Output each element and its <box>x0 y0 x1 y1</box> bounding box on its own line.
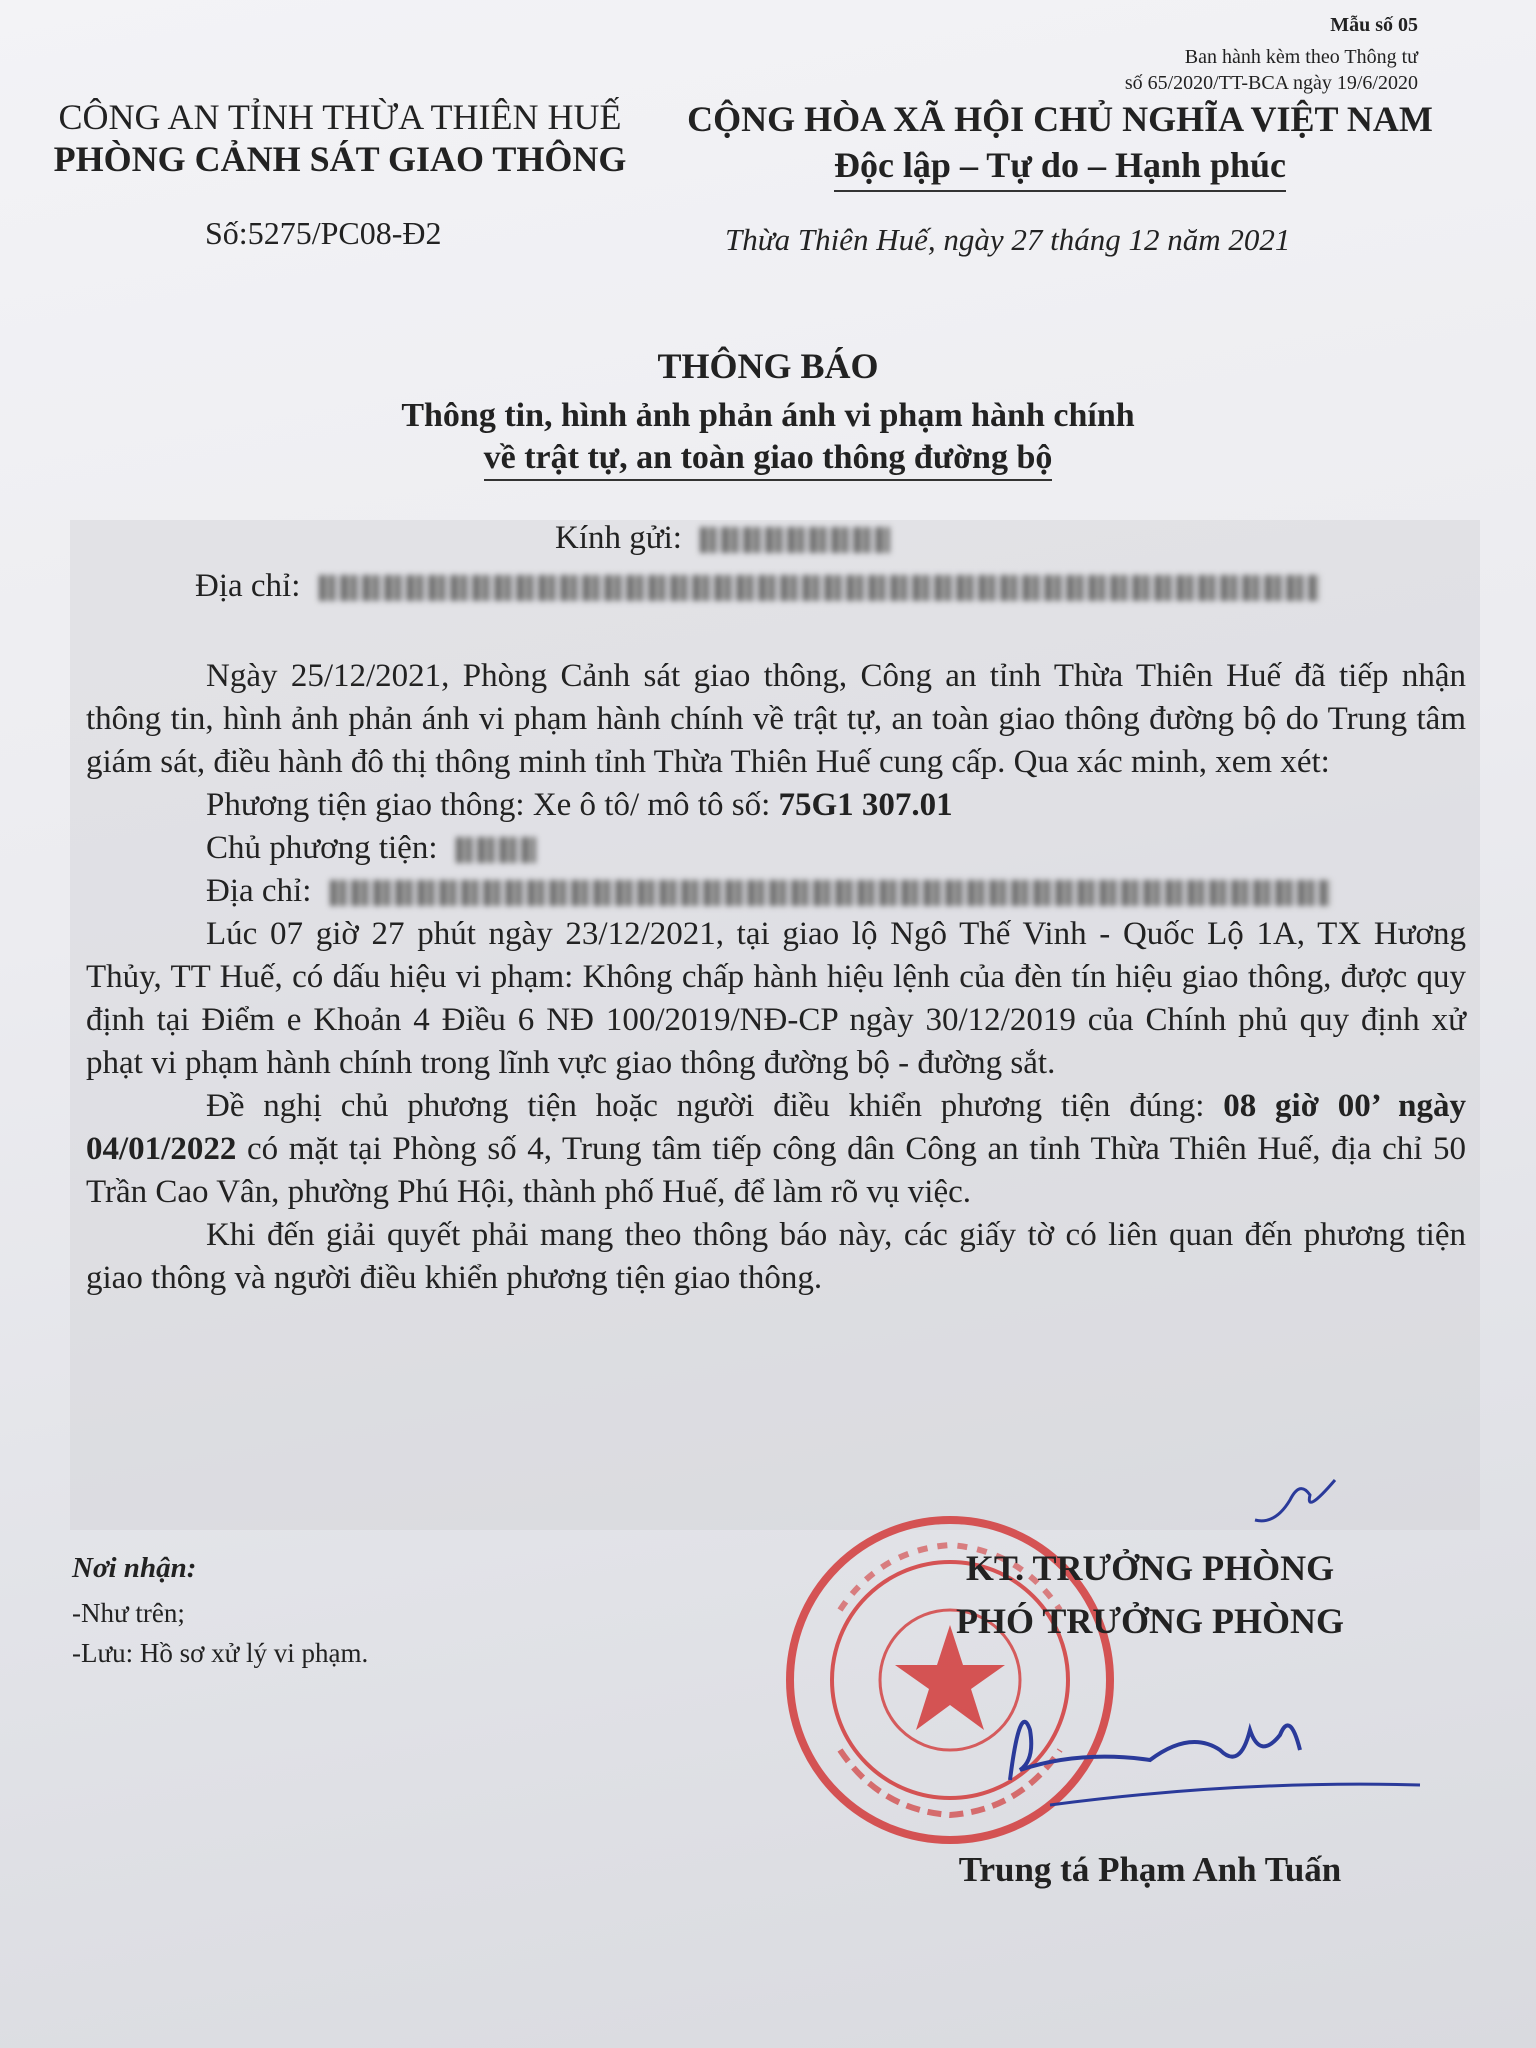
document-subtitle <box>0 395 1536 481</box>
agency-header <box>40 96 640 180</box>
address-line <box>195 568 1319 605</box>
paragraph-request <box>86 1085 1466 1214</box>
owner-address-line <box>86 870 1466 913</box>
redacted-owner <box>456 837 536 863</box>
form-note-line2: số 65/2020/TT-BCA ngày 19/6/2020 <box>1124 72 1418 94</box>
form-number: Mẫu số 05 <box>1330 14 1418 36</box>
initial-mark <box>1250 1470 1340 1530</box>
recipient-label: Kính gửi: <box>555 520 682 556</box>
owner-line <box>86 827 1466 870</box>
vehicle-line <box>86 784 1466 827</box>
paragraph-intro: Ngày 25/12/2021, Phòng Cảnh sát giao thông, Công an tỉnh Thừa Thiên Huế đã tiếp nhận thông tin, hình ảnh phản ánh vi phạm hành chính về trật tự, an toàn giao thông đường bộ do Trung tâm giám sát, điều hành đô thị thông minh tỉnh Thừa Thiên Huế cung cấp. Qua xác minh, xem xét: <box>86 658 1466 780</box>
address-label: Địa chỉ: <box>195 568 301 604</box>
redacted-name <box>700 527 890 553</box>
recipient-line <box>555 520 890 557</box>
paragraph-documents: Khi đến giải quyết phải mang theo thông báo này, các giấy tờ có liên quan đến phương tiện giao thông và người điều khiển phương tiện giao thông. <box>86 1217 1466 1296</box>
subtitle-line2: về trật tự, an toàn giao thông đường bộ <box>484 437 1053 481</box>
form-note-line1: Ban hành kèm theo Thông tư <box>1184 46 1418 68</box>
subtitle-line1: Thông tin, hình ảnh phản ánh vi phạm hành chính <box>401 397 1135 434</box>
redacted-owner-address <box>330 880 1330 906</box>
document-number: Số:5275/PC08-Đ2 <box>205 215 442 251</box>
owner-address-label: Địa chỉ: <box>206 873 312 909</box>
national-header <box>660 96 1460 192</box>
recipient-item-2: -Lưu: Hồ sơ xử lý vi phạm. <box>72 1638 369 1668</box>
redacted-address <box>319 575 1319 601</box>
place-date: Thừa Thiên Huế, ngày 27 tháng 12 năm 2021 <box>725 222 1291 257</box>
handwritten-signature <box>990 1690 1430 1810</box>
vehicle-label: Phương tiện giao thông: Xe ô tô/ mô tô số: <box>206 787 771 823</box>
vehicle-plate: 75G1 307.01 <box>778 787 953 823</box>
signature-title-1: KT. TRƯỞNG PHÒNG <box>965 1548 1335 1588</box>
document-title: THÔNG BÁO <box>657 346 879 386</box>
form-note <box>1125 44 1418 96</box>
signature-title-2: PHÓ TRƯỞNG PHÒNG <box>955 1601 1344 1641</box>
request-time: 08 giờ 00’ ngày 04/01/2022 <box>86 1088 1466 1167</box>
owner-label: Chủ phương tiện: <box>206 830 438 866</box>
paragraph-violation: Lúc 07 giờ 27 phút ngày 23/12/2021, tại giao lộ Ngô Thế Vinh - Quốc Lộ 1A, TX Hương Thủy, TT Huế, có dấu hiệu vi phạm: Không chấp hành hiệu lệnh của đèn tín hiệu giao thông, được quy định tại Điểm e Khoản 4 Điều 6 NĐ 100/2019/NĐ-CP ngày 30/12/2019 của Chính phủ quy định xử phạt vi phạm hành chính trong lĩnh vực giao thông đường bộ - đường sắt. <box>86 916 1466 1081</box>
national-title: CỘNG HÒA XÃ HỘI CHỦ NGHĨA VIỆT NAM <box>687 99 1433 139</box>
request-rest: có mặt tại Phòng số 4, Trung tâm tiếp công dân Công an tỉnh Thừa Thiên Huế, địa chỉ 50 Trần Cao Vân, phường Phú Hội, thành phố Huế, để làm rõ vụ việc. <box>86 1131 1466 1210</box>
agency-line2: PHÒNG CẢNH SÁT GIAO THÔNG <box>53 139 627 179</box>
notice-body <box>86 655 1466 1300</box>
request-start: Đề nghị chủ phương tiện hoặc người điều khiển phương tiện đúng: <box>206 1088 1205 1124</box>
national-motto: Độc lập – Tự do – Hạnh phúc <box>834 142 1286 192</box>
recipient-item-1: -Như trên; <box>72 1598 185 1628</box>
signer-name: Trung tá Phạm Anh Tuấn <box>958 1850 1342 1889</box>
agency-line1: CÔNG AN TỈNH THỪA THIÊN HUẾ <box>58 97 622 137</box>
recipients-title: Nơi nhận: <box>72 1552 197 1584</box>
